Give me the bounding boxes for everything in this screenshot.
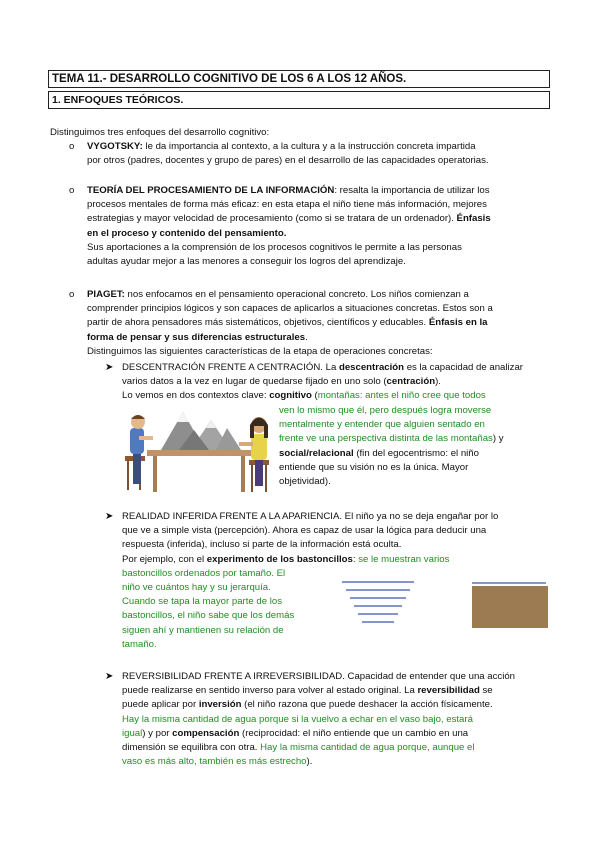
descentracion-text: varios datos a la vez en lugar de quedarse fijado en uno solo (: [122, 376, 387, 388]
green-example-text: mentalmente y entender que alguien sentado en: [279, 419, 485, 431]
procesamiento-text: procesos mentales de forma más eficaz: en esta etapa el niño tiene más información, mejores: [87, 199, 487, 211]
section-heading: 1. ENFOQUES TEÓRICOS.: [48, 91, 550, 109]
bastoncillos-term: experimento de los bastoncillos: [206, 553, 353, 565]
procesamiento-paragraph: [87, 184, 491, 269]
piaget-text: .: [305, 331, 308, 343]
descentracion-text: La: [322, 362, 339, 373]
procesamiento-text: adultas ayudar mejor a las menores a conseguir los logros del aprendizaje.: [87, 256, 406, 268]
cover-card: [472, 586, 548, 628]
green-example-text: siguen ahí y mantienen su relación de: [122, 624, 284, 636]
procesamiento-emphasis: en el proceso y contenido del pensamiento.: [87, 227, 287, 239]
reversibilidad-text: (reciprocidad: el niño entiende que un cambio en una: [239, 727, 469, 739]
covered-sticks-illustration: [470, 580, 550, 628]
descentracion-text: (: [311, 390, 318, 402]
reversibilidad-text: ).: [306, 756, 313, 768]
green-example-text: tamaño.: [122, 638, 157, 650]
piaget-emphasis: Énfasis en la: [428, 317, 488, 329]
procesamiento-label: TEORÍA DEL PROCESAMIENTO DE LA INFORMACIÓN: [87, 185, 335, 196]
reversibilidad-text: dimensión se equilibra con otra.: [122, 742, 261, 754]
piaget-label: PIAGET:: [87, 289, 125, 300]
reversibilidad-text: Capacidad de entender que una acción: [344, 671, 516, 682]
intro-text: Distinguimos tres enfoques del desarrollo cognitivo:: [50, 127, 270, 138]
descentracion-text: objetividad).: [279, 476, 331, 488]
piaget-emphasis: forma de pensar y sus diferencias estructurales: [87, 331, 306, 343]
inversion-term: inversión: [198, 699, 242, 711]
piaget-paragraph: [87, 288, 493, 359]
centracion-term: centración: [386, 376, 436, 388]
bullet-marker: o: [69, 185, 75, 196]
realidad-text: El niño ya no se deja engañar por lo: [342, 511, 499, 522]
reversibilidad-text: se: [479, 685, 493, 697]
green-example-text: bastoncillos, el niño sabe que los demás: [122, 610, 295, 622]
bullet-marker: o: [69, 289, 75, 300]
descentracion-term: descentración: [338, 362, 405, 373]
procesamiento-emphasis: Énfasis: [456, 213, 491, 225]
vygotsky-label: VYGOTSKY:: [87, 141, 143, 152]
page-title: TEMA 11.- DESARROLLO COGNITIVO DE LOS 6 A LOS 12 AÑOS.: [48, 70, 550, 88]
green-example-text: niño ve cuántos hay y su jerarquía.: [122, 582, 271, 594]
reversibilidad-text: puede aplicar por: [122, 699, 199, 711]
descentracion-text: ).: [435, 376, 441, 388]
arrow-bullet-icon: ➤: [105, 511, 114, 522]
procesamiento-text: : resalta la importancia de utilizar los: [334, 185, 490, 196]
green-example-text: montañas: antes el niño cree que todos: [317, 390, 486, 402]
green-example-text: igual: [122, 727, 143, 739]
realidad-text: respuesta (inferida), incluso si parte de la información está oculta.: [122, 539, 402, 551]
descentracion-text: es la capacidad de analizar: [404, 362, 523, 373]
realidad-paragraph: [122, 510, 498, 652]
green-example-text: Hay la misma cantidad de agua porque si la vuelvo a echar en el vaso bajo, estará: [122, 713, 473, 725]
green-example-text: bastoncillos ordenados por tamaño. El: [122, 567, 286, 579]
piaget-text: nos enfocamos en el pensamiento operacional concreto. Los niños comienzan a: [124, 289, 469, 300]
piaget-text: Distinguimos las siguientes características de la etapa de operaciones concretas:: [87, 345, 433, 357]
green-example-text: Hay la misma cantidad de agua porque, aunque el: [260, 742, 475, 754]
green-example-text: Cuando se tapa la mayor parte de los: [122, 596, 282, 608]
cognitivo-term: cognitivo: [269, 390, 312, 402]
reversibilidad-paragraph: [122, 670, 515, 769]
mountains: [161, 412, 241, 450]
vygotsky-text: le da importancia al contexto, a la cultura y a la instrucción concreta impartida: [142, 141, 476, 152]
bullet-marker: o: [69, 141, 75, 152]
green-example-text: se le muestran varios: [358, 553, 450, 565]
arrow-bullet-icon: ➤: [105, 671, 114, 682]
reversibilidad-term: reversibilidad: [417, 685, 480, 697]
realidad-text: :: [352, 553, 359, 565]
reversibilidad-heading: REVERSIBILIDAD FRENTE A IRREVERSIBILIDAD.: [122, 671, 345, 682]
three-mountains-illustration: [121, 398, 273, 498]
realidad-heading: REALIDAD INFERIDA FRENTE A LA APARIENCIA.: [122, 511, 343, 522]
procesamiento-text: estrategias y mayor velocidad de procesamiento (como si se tratara de un ordenador).: [87, 213, 457, 225]
realidad-text: que ve a simple vista (percepción). Ahora es capaz de usar la lógica para deducir una: [122, 525, 487, 537]
descentracion-text: (fin del egocentrismo: el niño: [353, 447, 479, 459]
piaget-text: partir de ahora pensadores más sistemáticos, objetivos, científicos y educables.: [87, 317, 429, 329]
descentracion-example: [279, 404, 504, 489]
reversibilidad-text: ) y por: [142, 727, 173, 739]
vygotsky-paragraph: [87, 140, 489, 168]
sticks: [342, 582, 414, 622]
green-example-text: frente ve una perspectiva distinta de las montañas: [279, 433, 493, 445]
reversibilidad-text: puede realizarse en sentido inverso para volver al estado original. La: [122, 685, 418, 697]
descentracion-text: Lo vemos en dos contextos clave:: [122, 390, 270, 402]
descentracion-text: ) y: [492, 433, 504, 445]
arrow-bullet-icon: ➤: [105, 362, 114, 373]
compensacion-term: compensación: [172, 727, 240, 739]
social-term: social/relacional: [279, 447, 354, 459]
green-example-text: ven lo mismo que él, pero después logra moverse: [279, 405, 492, 416]
piaget-text: comprender principios lógicos y son capaces de aplicarlos a situaciones concretas. Estos son a: [87, 303, 493, 315]
descentracion-heading: DESCENTRACIÓN FRENTE A CENTRACIÓN.: [122, 362, 323, 373]
ordered-sticks-illustration: [340, 578, 420, 626]
vygotsky-text: por otros (padres, docentes y grupo de pares) en el desarrollo de las capacidades operatorias.: [87, 155, 489, 167]
realidad-text: Por ejemplo, con el: [122, 553, 207, 565]
descentracion-text: entiende que su visión no es la única. Mayor: [279, 461, 469, 473]
table: [147, 450, 251, 456]
procesamiento-text: Sus aportaciones a la comprensión de los procesos cognitivos le permite a las personas: [87, 241, 462, 253]
green-example-text: vaso es más alto, también es más estrecho: [122, 756, 307, 768]
reversibilidad-text: (el niño razona que puede deshacer la acción físicamente.: [241, 699, 493, 711]
